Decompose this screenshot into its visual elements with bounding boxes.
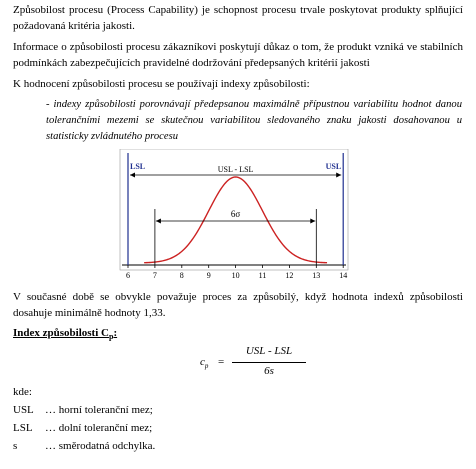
bullet-indexes: - indexy způsobilosti porovnávají předepsanou maximálně přípustnou variabilitu hodnot danou tolerančními mezemi se skutečnou variabilitou sledovaného znaku jakosti dosahovanou u statisticky zvládnutého procesu — [46, 99, 462, 142]
paragraph-indexes-intro: K hodnocení způsobilosti procesu se používají indexy způsobilosti: — [13, 78, 310, 90]
paragraph-information: Informace o způsobilosti procesu zákazníkovi poskytují důkaz o tom, že produkt vzniká ve stabilních podmínkách zabezpečujících pravidelné dodržování předepsaných kritérií jakosti — [13, 41, 463, 69]
section-heading — [13, 327, 117, 341]
capability-chart — [114, 149, 354, 281]
sigma-arrowhead-right — [310, 219, 315, 224]
heading-text: Index způsobilosti C — [13, 327, 109, 339]
x-tick-label: 14 — [339, 271, 348, 280]
x-tick-label: 11 — [258, 271, 267, 280]
formula-numerator: USL - LSL — [245, 345, 293, 357]
definitions-intro: kde: — [13, 386, 32, 398]
x-tick-label: 12 — [285, 271, 294, 280]
formula-lhs: $c_p$ — [200, 356, 209, 371]
definition-s: s … směrodatná odchylka. — [13, 440, 156, 452]
fraction-bar — [232, 362, 306, 363]
range-arrowhead-right — [336, 173, 341, 178]
range-arrowhead-left — [130, 173, 135, 178]
formula-denominator: 6s — [264, 365, 274, 377]
x-tick-label: 6 — [126, 271, 130, 280]
lsl-label: LSL — [130, 162, 146, 171]
x-tick-label: 9 — [206, 271, 211, 280]
x-tick-label: 10 — [231, 271, 240, 280]
x-tick-label: 7 — [152, 271, 157, 280]
cp-formula — [198, 345, 318, 381]
heading-colon: : — [113, 327, 118, 339]
range-label: USL - LSL — [217, 165, 254, 174]
sigma-arrowhead-left — [156, 219, 161, 224]
usl-label: USL — [325, 162, 342, 171]
definition-usl: USL … horní toleranční mez; — [13, 404, 153, 416]
formula-equals: = — [218, 356, 225, 368]
x-tick-label: 8 — [179, 271, 184, 280]
normal-curve — [144, 177, 327, 263]
definition-lsl: LSL … dolní toleranční mez; — [13, 422, 153, 434]
paragraph-capability-condition: V současné době se obvykle považuje proces za způsobilý, když hodnota indexů způsobilosti dosahuje minimálně hodnoty 1,33. — [13, 291, 463, 319]
x-tick-label: 13 — [312, 271, 321, 280]
paragraph-definition: Způsobilost procesu (Process Capability) je schopnost procesu trvale poskytovat produkty splňující požadovaná kritéria jakosti. — [13, 4, 463, 32]
heading-subscript: p — [108, 332, 114, 342]
sigma-label: 6σ — [230, 209, 241, 219]
